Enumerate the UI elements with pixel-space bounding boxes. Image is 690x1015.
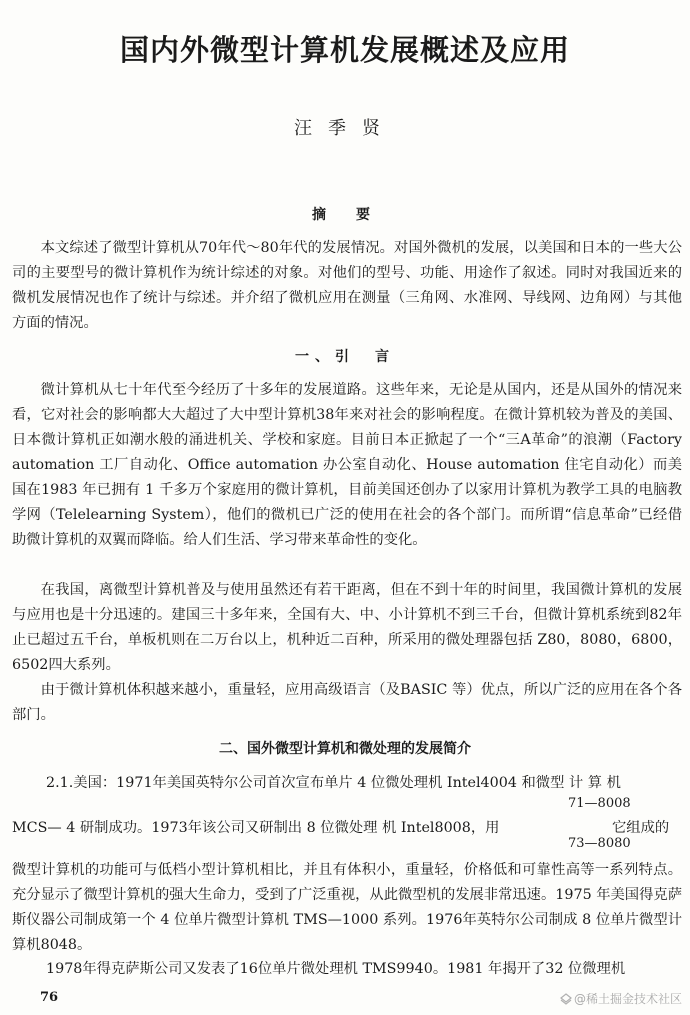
page-number: 76 xyxy=(40,990,59,1005)
watermark-text: @稀土掘金技术社区 xyxy=(573,992,682,1006)
section2-second-line-right: 它组成的 xyxy=(612,820,670,836)
abstract-heading: 摘 要 xyxy=(312,207,378,223)
intro-paragraph-1: 微计算机从七十年代至今经历了十多年的发展道路。这些年来，无论是从国内，还是从国外的情况来看，它对社会的影响都大大超过了大中型计算机38年来对社会的影响程度。在微计算机较为普及的美国、日本微计算机正如潮水般的涌进机关、学校和家庭。目前日本正掀起了一个“三A革命”的浪潮（Factory automation 工厂自动化、Office automation 办公室自动化、House automation 住宅自动化）而美国在1983 年已拥有 1 千多万个家庭用的微计算机，目前美国还创办了以家用计算机为教学工具的电脑教学网（Telelearning System），他们的微机已广泛的使用在社会的各个部门。而所谓“信息革命”已经借助微计算机的双翼而降临。给人们生活、学习带来革命性的变化。 xyxy=(12,382,682,548)
section2-second-line-left: MCS— 4 研制成功。1973年该公司又研制出 8 位微处理 机 Intel8008，用 xyxy=(12,820,500,836)
abstract-text: 本文综述了微型计算机从70年代～80年代的发展情况。对国外微机的发展，以美国和日本的一些大公司的主要型号的微计算机作为统计综述的对象。对他们的型号、功能、用途作了叙述。同时对我国近来的微机发展情况也作了统计与综述。并介绍了微机应用在测量（三角网、水准网、导线网、边角网）与其他方面的情况。 xyxy=(12,240,682,331)
watermark xyxy=(560,990,682,1007)
juejin-logo-icon xyxy=(560,993,572,1005)
section2-paragraph: 微型计算机的功能可与低档小型计算机相比，并且有体积小，重量轻，价格低和可靠性高等一系列特点。充分显示了微型计算机的强大生命力，受到了广泛重视，从此微型机的发展非常迅速。1975 年美国得克萨斯仪器公司制成第一个 4 位单片微型计算机 TMS—1000 系列。1976年英特尔公司制成 8 位单片微型计算机8048。 xyxy=(12,862,682,953)
fraction-bottom: 73—8080 xyxy=(568,836,631,851)
fraction-top: 71—8008 xyxy=(568,796,631,811)
section2-last-line: 1978年得克萨斯公司又发表了16位单片微处理机 TMS9940。1981 年揭开了32 位微理机 xyxy=(46,961,626,977)
intro-paragraph-3: 由于微计算机体积越来越小，重量轻，应用高级语言（及BASIC 等）优点，所以广泛的应用在各个各部门。 xyxy=(12,682,682,723)
section2-first-line: 2.1.美国：1971年美国英特尔公司首次宣布单片 4 位微处理机 Intel4004 和微型 计 算 机 xyxy=(46,775,621,791)
intro-paragraph-2: 在我国，离微型计算机普及与使用虽然还有若干距离，但在不到十年的时间里，我国微计算机的发展与应用也是十分迅速的。建国三十多年来，全国有大、中、小计算机不到三千台，但微计算机系统到82年止已超过五千台，单板机则在二万台以上，机种近二百种，所采用的微处理器包括 Z80，8080，6800，6502四大系列。 xyxy=(12,582,682,673)
page-title: 国内外微型计算机发展概述及应用 xyxy=(119,33,570,67)
section-heading-intro: 一、引 言 xyxy=(295,349,395,365)
section-heading-foreign: 二、国外微型计算机和微处理的发展简介 xyxy=(219,741,471,757)
author-name: 汪季贤 xyxy=(294,118,396,139)
